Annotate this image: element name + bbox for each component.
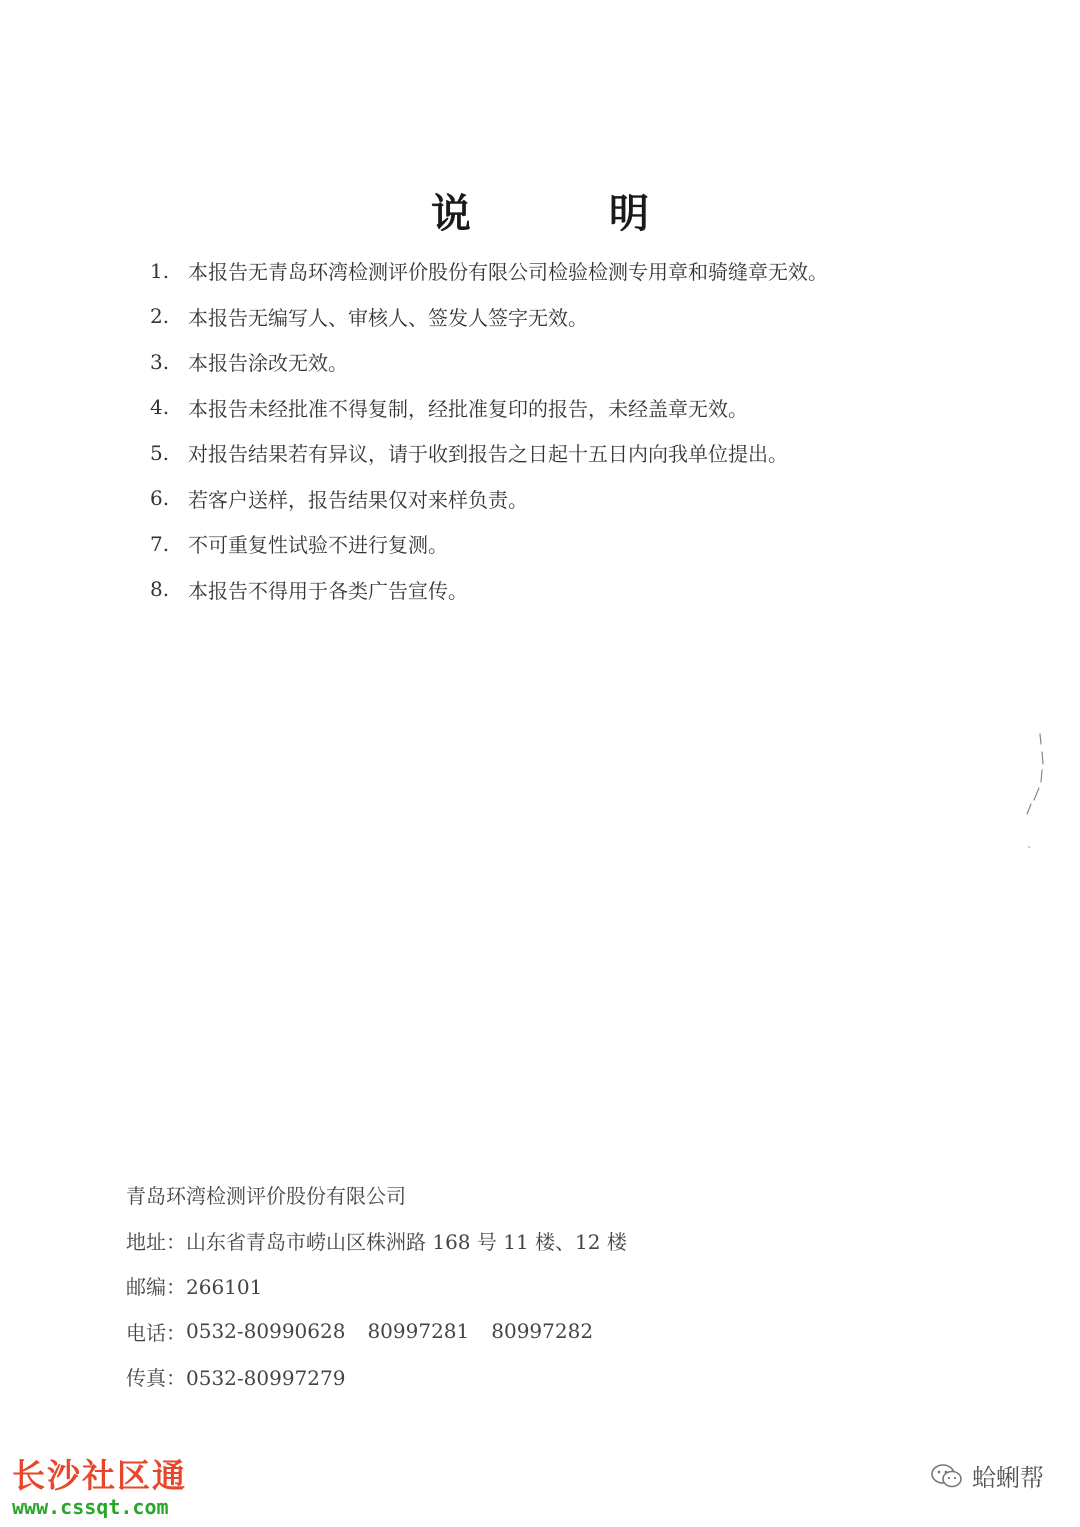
note-text: 本报告不得用于各类广告宣传。 (188, 578, 468, 603)
note-item (150, 385, 950, 431)
note-text: 不可重复性试验不进行复测。 (188, 533, 448, 558)
note-item (150, 430, 950, 476)
note-item (150, 339, 950, 385)
note-item (150, 567, 950, 613)
note-number: 7. (150, 531, 170, 556)
page-title: 说 明 (431, 191, 711, 237)
site-watermark-url: www.cssqt.com (12, 1495, 169, 1519)
note-number: 4. (150, 395, 170, 420)
note-text: 本报告涂改无效。 (188, 351, 348, 376)
note-number: 8. (150, 577, 170, 602)
note-number: 6. (150, 486, 170, 511)
phone-number: 80997282 (491, 1319, 594, 1344)
site-watermark (12, 1450, 187, 1519)
company-info (126, 1172, 826, 1400)
site-watermark-name: 长沙社区通 (12, 1456, 187, 1495)
note-item (150, 476, 950, 522)
note-item (150, 521, 950, 567)
company-postcode: 邮编：266101 (126, 1275, 263, 1300)
seam-stamp-mark (1022, 730, 1052, 850)
note-text: 若客户送样，报告结果仅对来样负责。 (188, 487, 528, 512)
company-fax: 传真：0532-80997279 (126, 1366, 346, 1391)
note-number: 3. (150, 349, 170, 374)
note-text: 本报告无编写人、审核人、签发人签字无效。 (188, 305, 588, 330)
phone-number: 0532-80990628 (186, 1319, 346, 1344)
phone-number: 80997281 (367, 1319, 470, 1344)
company-name: 青岛环湾检测评价股份有限公司 (126, 1184, 406, 1209)
company-phone (126, 1309, 826, 1355)
account-watermark (930, 1458, 1044, 1493)
note-number: 1. (150, 258, 170, 283)
note-text: 本报告无青岛环湾检测评价股份有限公司检验检测专用章和骑缝章无效。 (188, 260, 828, 285)
wechat-icon (930, 1462, 964, 1490)
note-item (150, 248, 950, 294)
account-name: 蛤蜊帮 (972, 1464, 1044, 1492)
note-text: 本报告未经批准不得复制，经批准复印的报告，未经盖章无效。 (188, 396, 748, 421)
note-number: 2. (150, 304, 170, 329)
company-address: 地址：山东省青岛市崂山区株洲路 168 号 11 楼、12 楼 (126, 1229, 627, 1254)
notes-list (150, 248, 950, 612)
note-number: 5. (150, 440, 170, 465)
note-text: 对报告结果若有异议，请于收到报告之日起十五日内向我单位提出。 (188, 442, 788, 467)
note-item (150, 294, 950, 340)
phone-label: 电话： (126, 1320, 186, 1345)
